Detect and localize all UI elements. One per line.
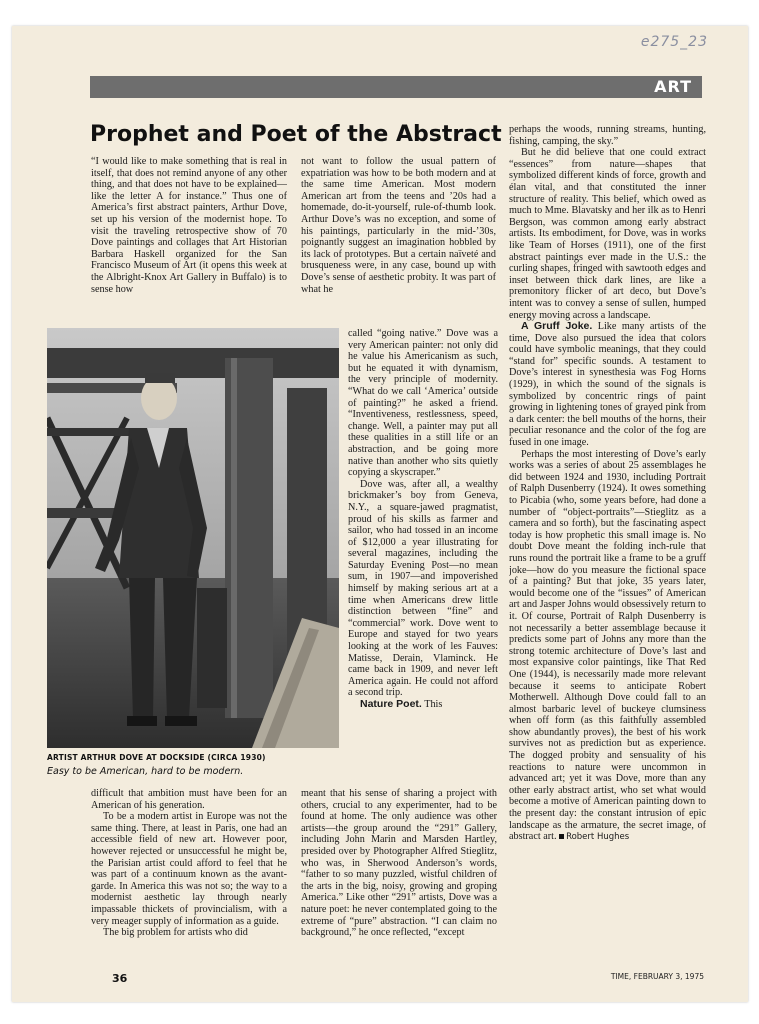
paragraph: called “going native.” Dove was a very American painter: not only did he value his Americanism as such, but he equated it with dynamism, the very principle of modernity. “What do we call ‘America’ outside of painting?” he asked a friend. “Inventiveness, restlessness, speed, change. Well, a painter may put all these qualities in a still life or an abstraction, and be going more native than another who sits quietly copying a skyscraper.”: [348, 328, 498, 479]
publication-source: TIME, FEBRUARY 3, 1975: [610, 972, 704, 981]
column-2-bottom: [301, 788, 497, 974]
author-name: Robert Hughes: [566, 832, 630, 843]
paragraph-subhead-line: [509, 321, 706, 449]
paragraph: not want to follow the usual pattern of expatriation was how to be both modern and at the same time American. Most modern American art from the teens and ’20s had a homemade, do-it-yourself, rule-of-thumb look. Arthur Dove’s was no exception, and some of his paintings, particularly in the mid-’30s, poignantly suggest an imagination hobbled by its lack of prototypes. But a certain naïveté and brusqueness were, in any case, bound up with Dove’s sense of aesthetic probity. It was part of what he: [301, 156, 496, 295]
paragraph-text: Like many artists of the time, Dove also pursued the idea that colors could have symbolic meanings, that they could “stand for” specific sounds. A testament to Dove’s interest in synesthesia was Fog Horns (1929), in which the sound of the signals is symbolized by concentric rings of paint growing in lightening tones of grayed pink from a dark center: the bell mouths of the horns, their peculiar resonance and the color of the fog are fused in one image.: [509, 321, 706, 449]
section-label: ART: [654, 77, 692, 96]
section-header-bar: [90, 76, 702, 98]
article-photo: [47, 328, 339, 748]
handwritten-annotation: e275_23: [640, 34, 708, 50]
paragraph-text: This: [424, 699, 443, 710]
column-1-top: [91, 156, 287, 328]
magazine-page: [12, 26, 748, 1002]
subhead-gruff-joke: A Gruff Joke.: [521, 320, 593, 333]
page-number: 36: [112, 972, 128, 985]
photo-arthur-dove-dockside: [47, 328, 339, 748]
column-3: [509, 124, 706, 974]
paragraph-subhead-line: [348, 699, 498, 711]
byline-square-icon: [559, 834, 564, 839]
column-2-top: [301, 156, 496, 328]
paragraph: Dove was, after all, a wealthy brickmaker’s boy from Geneva, N.Y., a square-jawed pragmatist, proud of his skills as farmer and sailor, who had tossed in an income of $12,000 a year illustrating for several magazines, including the Saturday Evening Post—no mean sum, in 1907—and impoverished himself by making serious art at a time when Americans drew little distinction between “fine” and “commercial” work. Dove went to Europe and stayed for two years looking at the work of les Fauves: Matisse, Derain, Vlaminck. He came back in 1909, and never left America again. He could not afford a second trip.: [348, 478, 498, 699]
subhead-nature-poet: Nature Poet.: [360, 698, 422, 710]
photo-caption-subtitle: Easy to be American, hard to be modern.: [47, 766, 244, 777]
paragraph: But he did believe that one could extract “essences” from nature—shapes that symbolized different kinds of force, growth and élan vital, and that constituted the inner structure of reality. This belief, which owed as much to Mme. Blavatsky and her ilk as to Henri Bergson, was common among early abstract artists. Its embodiment, for Dove, was in works like Team of Horses (1911), one of the first abstract paintings ever made in the U.S.: the curling shapes, fringed with sawtooth edges and inset between thick dark lines, are like a premonitory flicker of art deco, but Dove’s intent was to convey a sense of sullen, humped energy moving across a landscape.: [509, 147, 706, 321]
article-headline: Prophet and Poet of the Abstract: [90, 122, 502, 147]
paragraph: “I would like to make something that is real in itself, that does not remind anyone of any other thing, and that does not have to be explained—like the letter A for instance.” Thus one of America’s first abstract painters, Arthur Dove, set up his version of the modernist hope. To visit the traveling retrospective show of 70 Dove paintings and collages that Art Historian Barbara Haskell organized for the San Francisco Museum of Art (it opens this week at the Albright-Knox Art Gallery in Buffalo) is to sense how: [91, 156, 287, 295]
paragraph: To be a modern artist in Europe was not the same thing. There, at least in Paris, one had an accessible field of new art. However poor, however rejected or unsuccessful he might be, the Parisian artist could afford to feel that he was part of a continuum known as the avant-garde. In America this was not so; the way to a modernist aesthetic lay through nearly impassable thickets of provincialism, with a very meager supply of information as a guide.: [91, 811, 287, 927]
paragraph: perhaps the woods, running streams, hunting, fishing, camping, the sky.”: [509, 124, 706, 147]
paragraph: difficult that ambition must have been for an American of his generation.: [91, 788, 287, 811]
column-1-bottom: [91, 788, 287, 974]
paragraph: meant that his sense of sharing a project with others, crucial to any experimenter, had to be found at home. The only audience was other artists—the group around the “291” Gallery, including John Marin and Marsden Hartley, presided over by Photographer Alfred Stieglitz, who was, in Sherwood Anderson’s words, “father to so many puzzled, wistful children of the arts in the big, noisy, growing and groping America.” Like other “291” artists, Dove was a nature poet: he never contemplated going to the extreme of “pure” abstraction. “I can claim no background,” he once reflected, “except: [301, 788, 497, 939]
column-2-middle: [348, 328, 498, 788]
paragraph-text: Perhaps the most interesting of Dove’s early works was a series of about 25 assemblages he did between 1924 and 1930, including Portrait of Ralph Dusenberry (1924). It owes something to Picabia (who, some years before, had done a number of “object-portraits”—Stieglitz as a camera and so forth), but the fascinating aspect today is how prophetic this small image is. No doubt Dove meant the folding inch-rule that runs round the portrait like a frame to be a gruff joke—how do you measure the fictional space of a painting? But that joke, 35 years later, would become one of the “issues” of American art and Jasper Johns would obsessively return to it. Of course, Portrait of Ralph Dusenberry is not necessarily a better assemblage because it predicts some part of Johns any more than the strong totemic architecture of Dove’s last and most expansive color paintings, like That Red One (1944), is necessarily made more relevant because it seems to anticipate Robert Motherwell. Although Dove could fall to an almost barbaric level of buckeye clumsiness when off form (as this faithfully assembled show abundantly proves), the best of his work survives not as prediction but as experience. The dogged probity and sensuality of his reactions to nature were uncommon in advanced art; yet it was Dove, more than any other early abstract artist, who set what would become a motive of American painting down to the present day: the constant intrusion of epic landscape as the armature, the secret image, of abstract art.: [509, 448, 706, 843]
byline: [559, 832, 629, 842]
paragraph: The big problem for artists who did: [103, 927, 248, 939]
paragraph: [509, 449, 706, 844]
photo-caption-title: ARTIST ARTHUR DOVE AT DOCKSIDE (CIRCA 1930): [47, 753, 266, 762]
